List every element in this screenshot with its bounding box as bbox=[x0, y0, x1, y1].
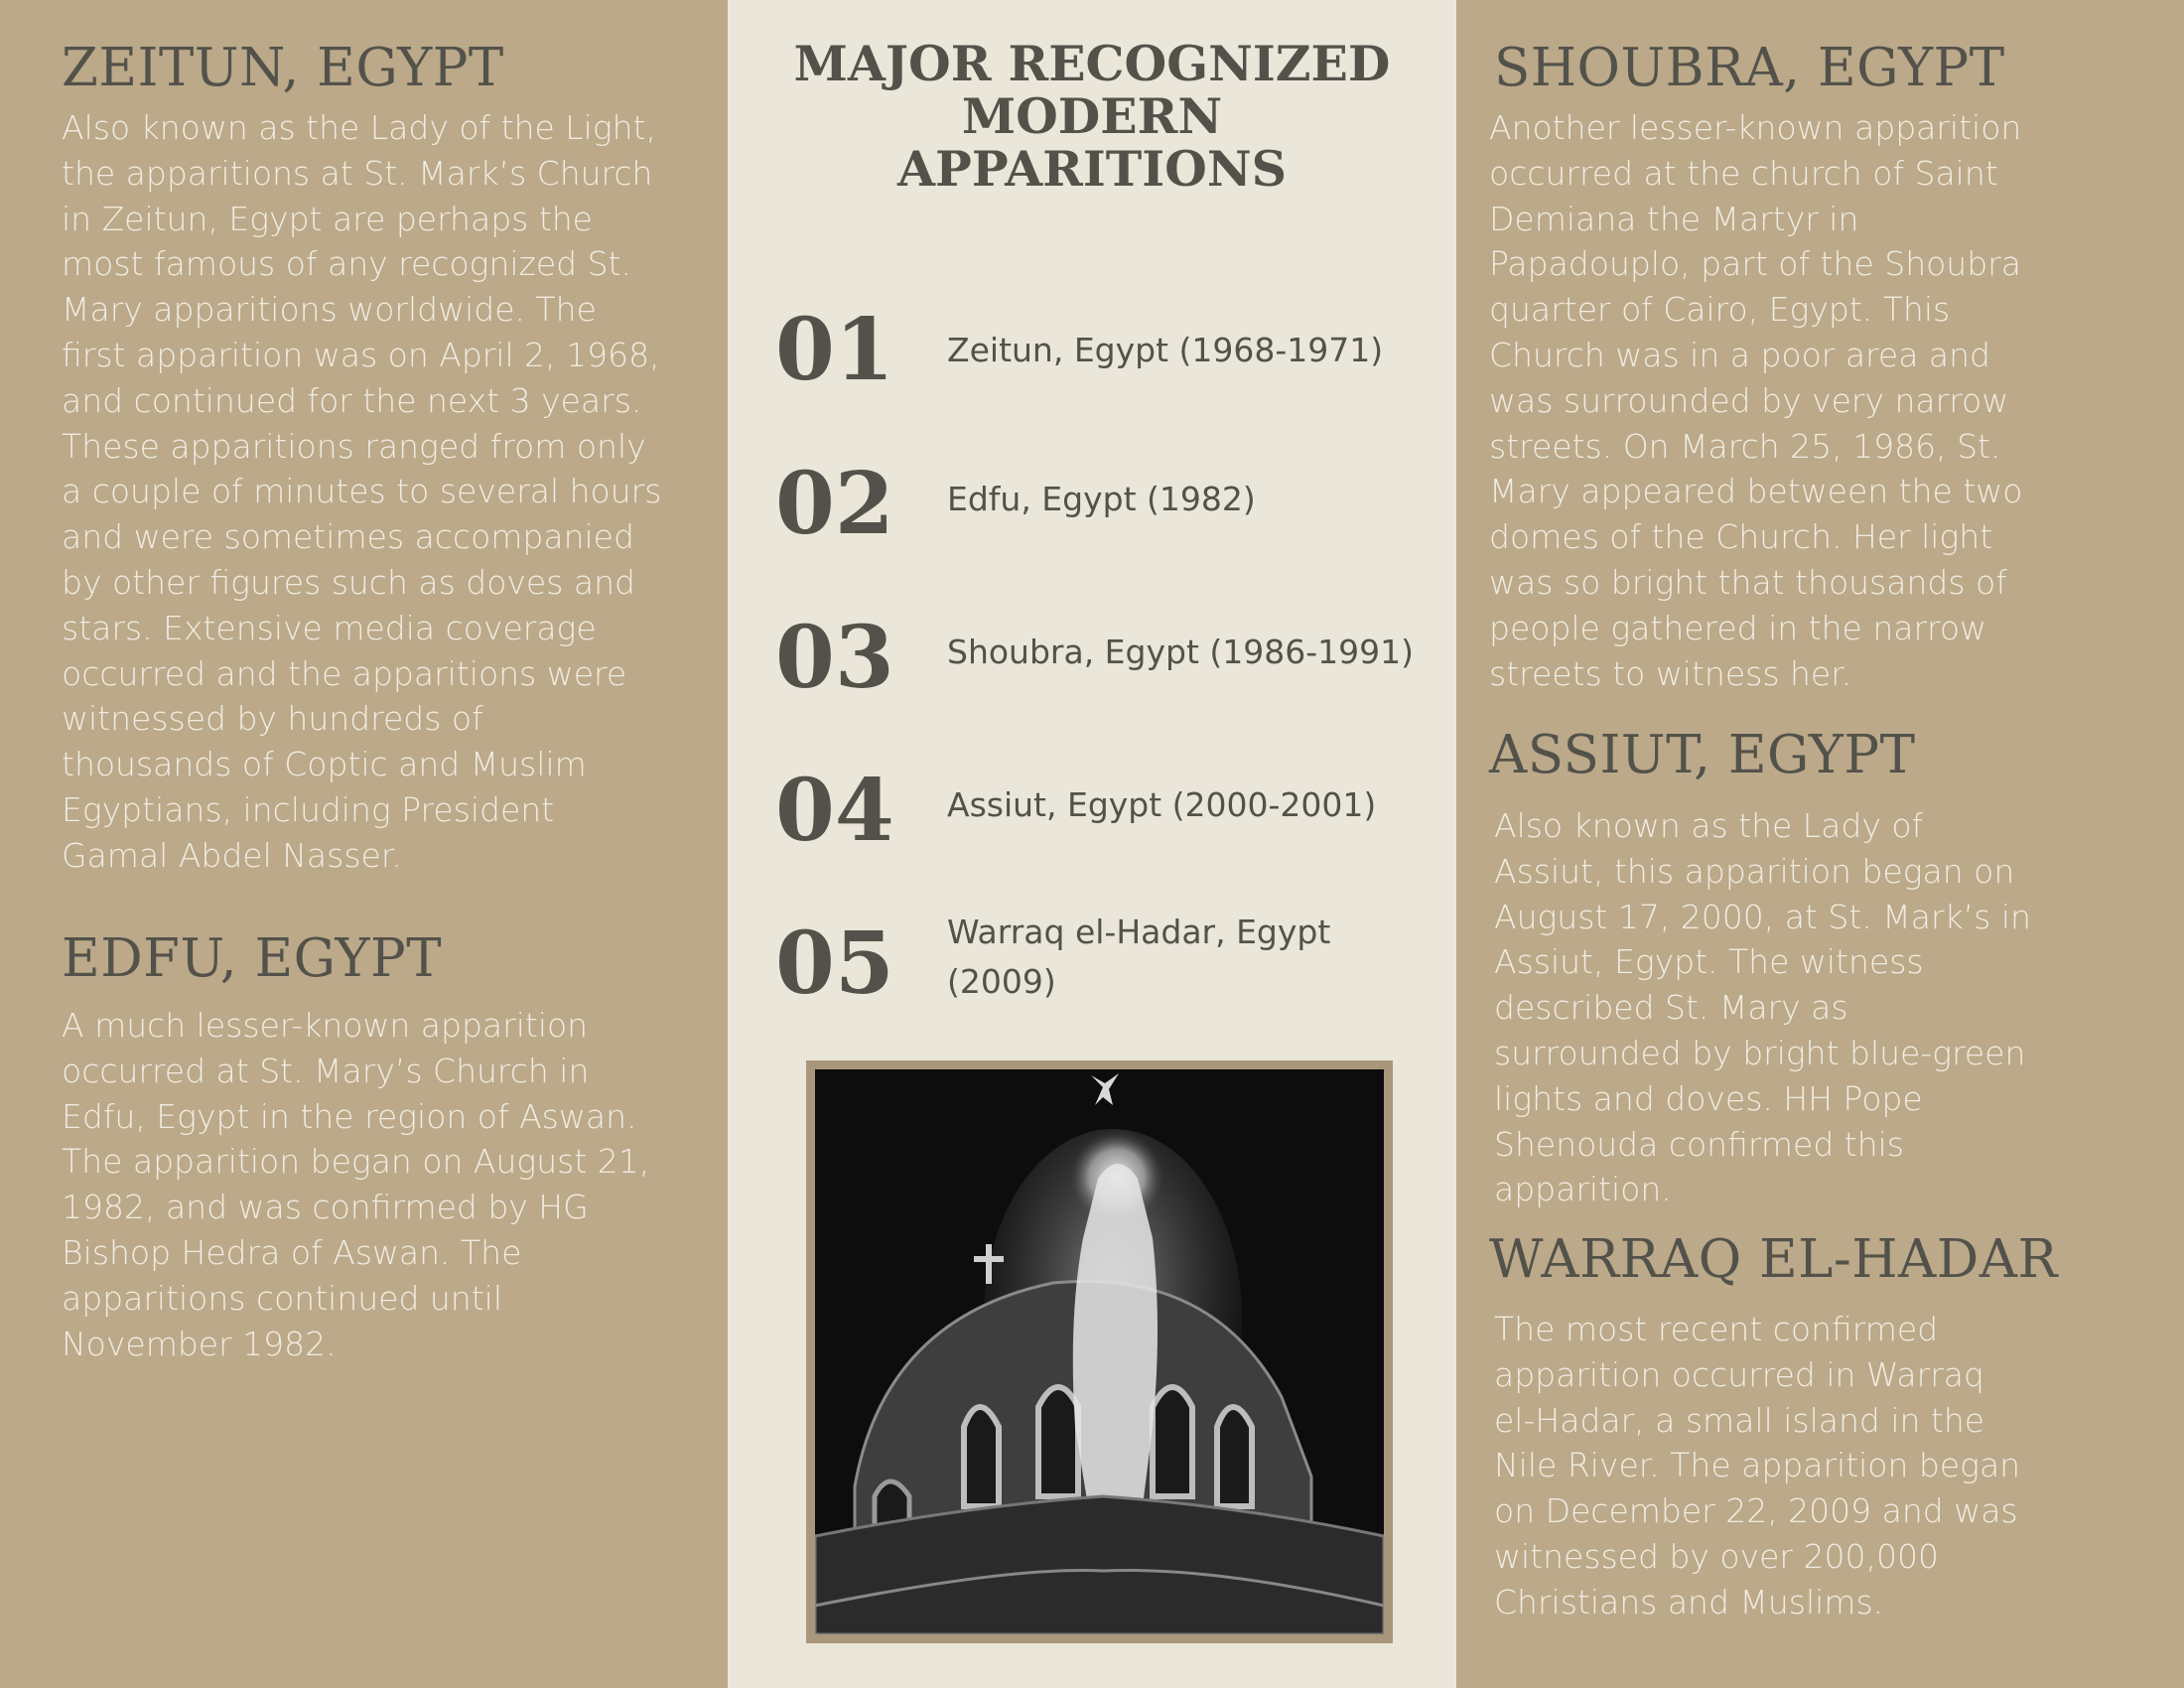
body-line: Also known as the Lady of the Light, bbox=[62, 108, 656, 147]
shoubra-body bbox=[1489, 105, 2022, 696]
body-line: 1982, and was confirmed by HG bbox=[62, 1188, 589, 1227]
item-label-line: Zeitun, Egypt (1968-1971) bbox=[947, 331, 1384, 369]
edfu-heading: EDFU, EGYPT bbox=[62, 928, 443, 989]
body-line: most famous of any recognized St. bbox=[62, 244, 631, 284]
assiut-body bbox=[1494, 803, 2031, 1212]
item-label-line: Edfu, Egypt (1982) bbox=[947, 480, 1256, 518]
body-line: the apparitions at St. Mark’s Church bbox=[62, 153, 653, 193]
body-line: a couple of minutes to several hours bbox=[62, 472, 662, 511]
body-line: Also known as the Lady of bbox=[1494, 806, 1924, 845]
body-line: and were sometimes accompanied bbox=[62, 517, 634, 557]
body-line: was surrounded by very narrow bbox=[1489, 380, 2009, 420]
zeitun-body bbox=[62, 105, 661, 879]
body-line: Another lesser-known apparition bbox=[1489, 108, 2022, 147]
item-label bbox=[947, 908, 1330, 1007]
church-dome-image bbox=[815, 1069, 1384, 1634]
item-number: 03 bbox=[775, 608, 894, 708]
photo-frame bbox=[806, 1060, 1393, 1643]
body-line: The apparition began on August 21, bbox=[62, 1142, 650, 1182]
body-line: first apparition was on April 2, 1968, bbox=[62, 335, 660, 374]
body-line: A much lesser-known apparition bbox=[62, 1006, 589, 1045]
body-line: The most recent confirmed bbox=[1494, 1310, 1939, 1348]
body-line: Mary apparitions worldwide. The bbox=[62, 290, 597, 330]
body-line: November 1982. bbox=[62, 1324, 337, 1363]
body-line: apparitions continued until bbox=[62, 1278, 503, 1318]
body-line: thousands of Coptic and Muslim bbox=[62, 745, 587, 784]
title-line: MAJOR RECOGNIZED bbox=[793, 35, 1391, 92]
body-line: occurred and the apparitions were bbox=[62, 653, 627, 693]
body-line: witnessed by over 200,000 bbox=[1494, 1536, 1939, 1576]
body-line: was so bright that thousands of bbox=[1489, 562, 2007, 602]
item-label-line: Assiut, Egypt (2000-2001) bbox=[947, 785, 1377, 824]
body-line: Papadouplo, part of the Shoubra bbox=[1489, 244, 2021, 284]
body-line: These apparitions ranged from only bbox=[62, 426, 646, 466]
right-panel bbox=[1456, 0, 2184, 1688]
item-number: 04 bbox=[775, 761, 894, 861]
body-line: lights and doves. HH Pope bbox=[1494, 1078, 1923, 1118]
body-line: streets to witness her. bbox=[1489, 653, 1852, 693]
body-line: described St. Mary as bbox=[1494, 988, 1848, 1028]
title-line: MODERN bbox=[961, 87, 1223, 145]
body-line: Nile River. The apparition began bbox=[1494, 1446, 2021, 1485]
item-number: 05 bbox=[775, 914, 894, 1014]
assiut-heading: ASSIUT, EGYPT bbox=[1489, 725, 1916, 785]
body-line: el-Hadar, a small island in the bbox=[1494, 1400, 1985, 1440]
warraq-body bbox=[1494, 1307, 2020, 1625]
body-line: Shenouda confirmed this bbox=[1494, 1124, 1904, 1164]
body-line: Egyptians, including President bbox=[62, 789, 555, 829]
item-label bbox=[947, 326, 1383, 375]
body-line: stars. Extensive media coverage bbox=[62, 608, 597, 647]
body-line: quarter of Cairo, Egypt. This bbox=[1489, 290, 1951, 330]
item-label bbox=[947, 475, 1256, 524]
shoubra-heading: SHOUBRA, EGYPT bbox=[1494, 38, 2005, 98]
body-line: Edfu, Egypt in the region of Aswan. bbox=[62, 1096, 637, 1136]
body-line: Assiut, this apparition began on bbox=[1494, 851, 2015, 891]
body-line: surrounded by bright blue-green bbox=[1494, 1033, 2026, 1072]
item-number: 01 bbox=[775, 300, 894, 400]
body-line: on December 22, 2009 and was bbox=[1494, 1491, 2018, 1531]
body-line: Mary appeared between the two bbox=[1489, 472, 2023, 511]
item-label bbox=[947, 628, 1414, 677]
body-line: occurred at St. Mary’s Church in bbox=[62, 1051, 590, 1090]
body-line: domes of the Church. Her light bbox=[1489, 517, 1993, 557]
body-line: people gathered in the narrow bbox=[1489, 608, 1987, 647]
body-line: Christians and Muslims. bbox=[1494, 1582, 1884, 1621]
item-label-line: (2009) bbox=[947, 962, 1056, 1001]
item-label-line: Warraq el-Hadar, Egypt bbox=[947, 913, 1331, 951]
apparition-photo bbox=[815, 1069, 1384, 1634]
body-line: apparition occurred in Warraq bbox=[1494, 1354, 1984, 1394]
body-line: August 17, 2000, at St. Mark’s in bbox=[1494, 897, 2031, 936]
edfu-body bbox=[62, 1003, 649, 1366]
body-line: Assiut, Egypt. The witness bbox=[1494, 942, 1924, 982]
body-line: Bishop Hedra of Aswan. The bbox=[62, 1232, 522, 1272]
center-panel bbox=[728, 0, 1456, 1688]
item-number: 02 bbox=[775, 454, 894, 554]
body-line: by other figures such as doves and bbox=[62, 562, 635, 602]
body-line: Gamal Abdel Nasser. bbox=[62, 835, 402, 875]
body-line: and continued for the next 3 years. bbox=[62, 380, 642, 420]
warraq-heading: WARRAQ EL-HADAR bbox=[1489, 1229, 2058, 1290]
title-line: APPARITIONS bbox=[896, 140, 1288, 198]
item-label bbox=[947, 780, 1376, 830]
body-line: Demiana the Martyr in bbox=[1489, 199, 1859, 238]
body-line: occurred at the church of Saint bbox=[1489, 153, 1998, 193]
item-label-line: Shoubra, Egypt (1986-1991) bbox=[947, 633, 1415, 671]
body-line: Church was in a poor area and bbox=[1489, 335, 1990, 374]
zeitun-heading: ZEITUN, EGYPT bbox=[62, 38, 504, 98]
left-panel bbox=[0, 0, 728, 1688]
body-line: witnessed by hundreds of bbox=[62, 699, 483, 739]
body-line: streets. On March 25, 1986, St. bbox=[1489, 426, 2001, 466]
page-title bbox=[728, 35, 1456, 198]
body-line: apparition. bbox=[1494, 1170, 1672, 1209]
body-line: in Zeitun, Egypt are perhaps the bbox=[62, 199, 593, 238]
